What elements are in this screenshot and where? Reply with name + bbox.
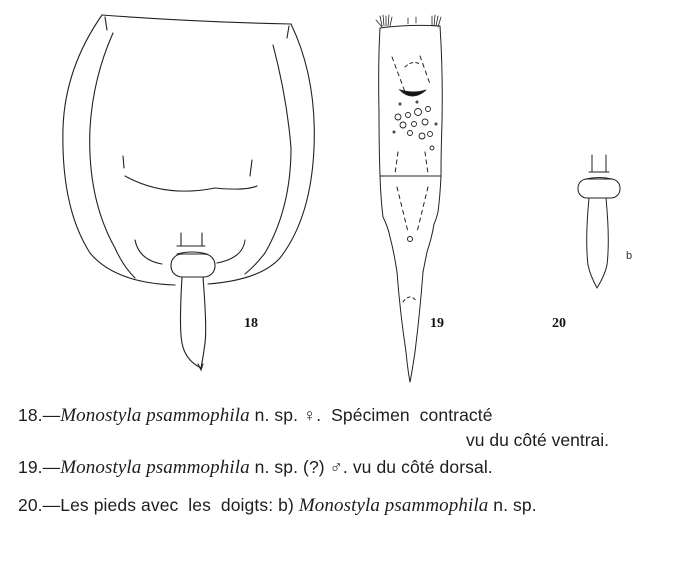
- caption-18-continuation: vu du côté ventrai.: [466, 430, 609, 450]
- caption-20-prefix: Les pieds avec les doigts: b): [60, 495, 299, 515]
- figure-20-sublabel: b: [626, 250, 633, 262]
- caption-20-text: n. sp.: [488, 495, 537, 515]
- figure-19-label: 19: [430, 316, 444, 331]
- caption-19-number: 19.—: [18, 457, 61, 477]
- caption-18: [18, 404, 493, 427]
- caption-18-number: 18.—: [18, 405, 61, 425]
- caption-20-species: Monostyla psammophila: [298, 495, 489, 516]
- caption-18-species: Monostyla psammophila: [60, 405, 250, 426]
- caption-19-species: Monostyla psammophila: [60, 457, 250, 478]
- caption-20-number: 20.—: [18, 495, 61, 515]
- caption-20: [18, 494, 537, 517]
- caption-19-text: n. sp. (?) ♂. vu du côté dorsal.: [249, 457, 493, 477]
- figure-18-drawing: [55, 8, 325, 388]
- figure-19-drawing: [370, 12, 460, 387]
- caption-19: [18, 456, 493, 479]
- caption-18-text: n. sp. ♀. Spécimen contracté: [249, 405, 493, 425]
- figure-18-label: 18: [244, 316, 258, 331]
- figure-20-label: 20: [552, 316, 566, 331]
- figure-20-drawing: [570, 150, 633, 295]
